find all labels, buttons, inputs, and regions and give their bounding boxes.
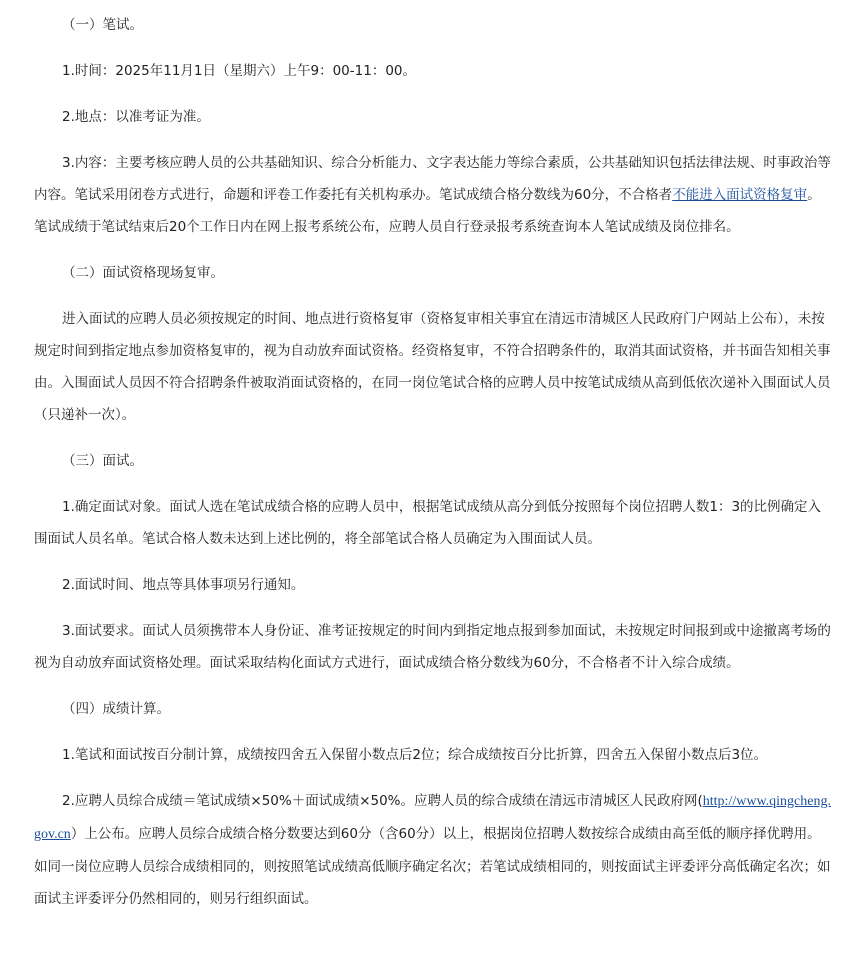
interview-item-2: 2.面试时间、地点等具体事项另行通知。 bbox=[62, 577, 305, 593]
score-item-2 bbox=[34, 785, 834, 915]
review-body: 进入面试的应聘人员必须按规定的时间、地点进行资格复审（资格复审相关事宜在清远市清城区人民政府门户网站上公布），未按规定时间到指定地点参加资格复审的，视为自动放弃面试资格。经资格复审，不符合招聘条件的，取消其面试资格，并书面告知相关事由。入围面试人员因不符合招聘条件被取消面试资格的，在同一岗位笔试合格的应聘人员中按笔试成绩从高到低依次递补入围面试人员（只递补一次）。 bbox=[34, 311, 831, 423]
interview-heading: （三）面试。 bbox=[62, 453, 143, 469]
interview-item-3: 3.面试要求。面试人员须携带本人身份证、准考证按规定的时间内到指定地点报到参加面试，未按规定时间报到或中途撤离考场的视为自动放弃面试资格处理。面试采取结构化面试方式进行，面试成绩合格分数线为60分，不合格者不计入综合成绩。 bbox=[34, 623, 831, 671]
written-exam-place: 2.地点：以准考证为准。 bbox=[62, 109, 210, 125]
score-item-2-text-a: 2.应聘人员综合成绩＝笔试成绩×50%＋面试成绩×50%。应聘人员的综合成绩在清远市清城区人民政府网( bbox=[62, 793, 703, 809]
written-exam-content-text-b: 。笔试成绩于笔试结束后20个工作日内在网上报考系统公布，应聘人员自行登录报考系统查询本人笔试成绩及岗位排名。 bbox=[34, 187, 821, 235]
review-heading: （二）面试资格现场复审。 bbox=[62, 265, 224, 281]
review-eligibility-link[interactable]: 不能进入面试资格复审 bbox=[672, 187, 808, 203]
score-item-1: 1.笔试和面试按百分制计算，成绩按四舍五入保留小数点后2位；综合成绩按百分比折算，四舍五入保留小数点后3位。 bbox=[62, 747, 768, 763]
interview-item-1: 1.确定面试对象。面试人选在笔试成绩合格的应聘人员中，根据笔试成绩从高分到低分按照每个岗位招聘人数1：3的比例确定入围面试人员名单。笔试合格人数未达到上述比例的，将全部笔试合格人员确定为入围面试人员。 bbox=[34, 499, 822, 547]
written-exam-content-text-a: 3.内容：主要考核应聘人员的公共基础知识、综合分析能力、文字表达能力等综合素质，公共基础知识包括法律法规、时事政治等内容。笔试采用闭卷方式进行，命题和评卷工作委托有关机构承办。笔试成绩合格分数线为60分，不合格者 bbox=[34, 155, 831, 203]
written-exam-heading: （一）笔试。 bbox=[62, 17, 143, 33]
score-heading: （四）成绩计算。 bbox=[62, 701, 170, 717]
qingcheng-gov-link[interactable]: http://www.qingcheng.gov.cn bbox=[34, 794, 831, 842]
written-exam-content bbox=[34, 147, 834, 243]
written-exam-time: 1.时间：2025年11月1日（星期六）上午9：00-11：00。 bbox=[62, 63, 416, 79]
score-item-2-text-b: ）上公布。应聘人员综合成绩合格分数要达到60分（含60分）以上，根据岗位招聘人数按综合成绩由高至低的顺序择优聘用。如同一岗位应聘人员综合成绩相同的，则按照笔试成绩高低顺序确定名次；若笔试成绩相同的，则按面试主评委评分高低确定名次；如面试主评委评分仍然相同的，则另行组织面试。 bbox=[34, 826, 831, 907]
